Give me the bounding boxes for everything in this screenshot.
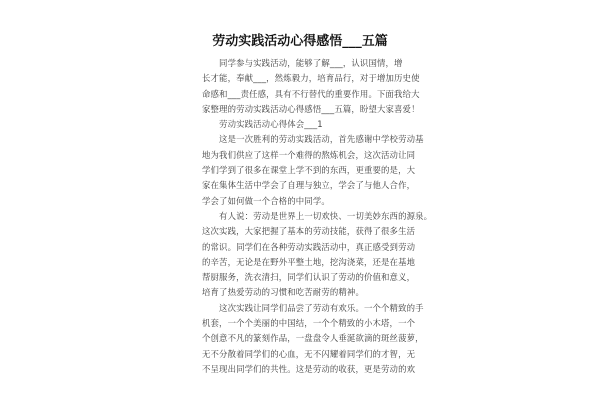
body-line: 这次实践让同学们品尝了劳动有欢乐。一个个精致的手: [202, 302, 424, 313]
body-line: 机套，一个个美丽的中国结，一个个精致的小木塔，一个: [202, 318, 416, 329]
body-line: 家在集体生活中学会了自理与独立，学会了与他人合作，: [202, 180, 416, 191]
section-heading: 劳动实践活动心得体会___1: [202, 119, 323, 130]
body-line: 无不分散着同学们的心血，无不闪耀着同学们的才智，无: [202, 348, 416, 359]
body-line: 个创意不凡的篆刻作品，一盘盘令人垂涎欲滴的斑丝菠萝，: [202, 333, 424, 344]
body-line: 命感和___责任感，具有不行替代的重要作用。下面我给大: [202, 88, 420, 99]
body-line: 帮厨服务，洗衣清扫，同学们认识了劳动的价值和意义，: [202, 272, 416, 283]
body-line: 家整理的劳动实践活动心得感悟___五篇，盼望大家喜爱！: [202, 103, 420, 114]
body-line: 长才能，奉献___，然炼毅力，培育品行，对于增加历史使: [202, 73, 420, 84]
body-line: 的辛苦，无论是在野外平整土地，挖沟浇菜，还是在基地: [202, 256, 416, 267]
body-line: 学会了如何做一个合格的中同学。: [202, 195, 330, 206]
body-line: 有人说：劳动是世界上一切欢快、一切美妙东西的源泉。: [202, 210, 433, 221]
body-line: 这次实践，大家把握了基本的劳动技能，获得了很多生活: [202, 226, 416, 237]
body-line: 的常识。同学们在各种劳动实践活动中，真正感受到劳动: [202, 241, 416, 252]
body-line: 不呈现出同学们的共性。这是劳动的收获，更是劳动的欢: [202, 363, 416, 374]
document-title: 劳动实践活动心得感悟___五篇: [212, 34, 388, 49]
body-line: 培育了热爱劳动的习惯和吃苦耐劳的精神。: [202, 287, 364, 298]
document-body: [202, 56, 433, 377]
body-line: 同学参与实践活动，能够了解___，认识国情，增: [202, 58, 403, 68]
body-line: 学们学到了很多在课堂上学不到的东西，更重要的是，大: [202, 165, 416, 176]
body-line: 地为我们供应了这样一个难得的熬炼机会，这次活动让同: [202, 149, 416, 160]
body-line: 这是一次胜利的劳动实践活动，首先感谢中学校劳动基: [202, 134, 424, 145]
